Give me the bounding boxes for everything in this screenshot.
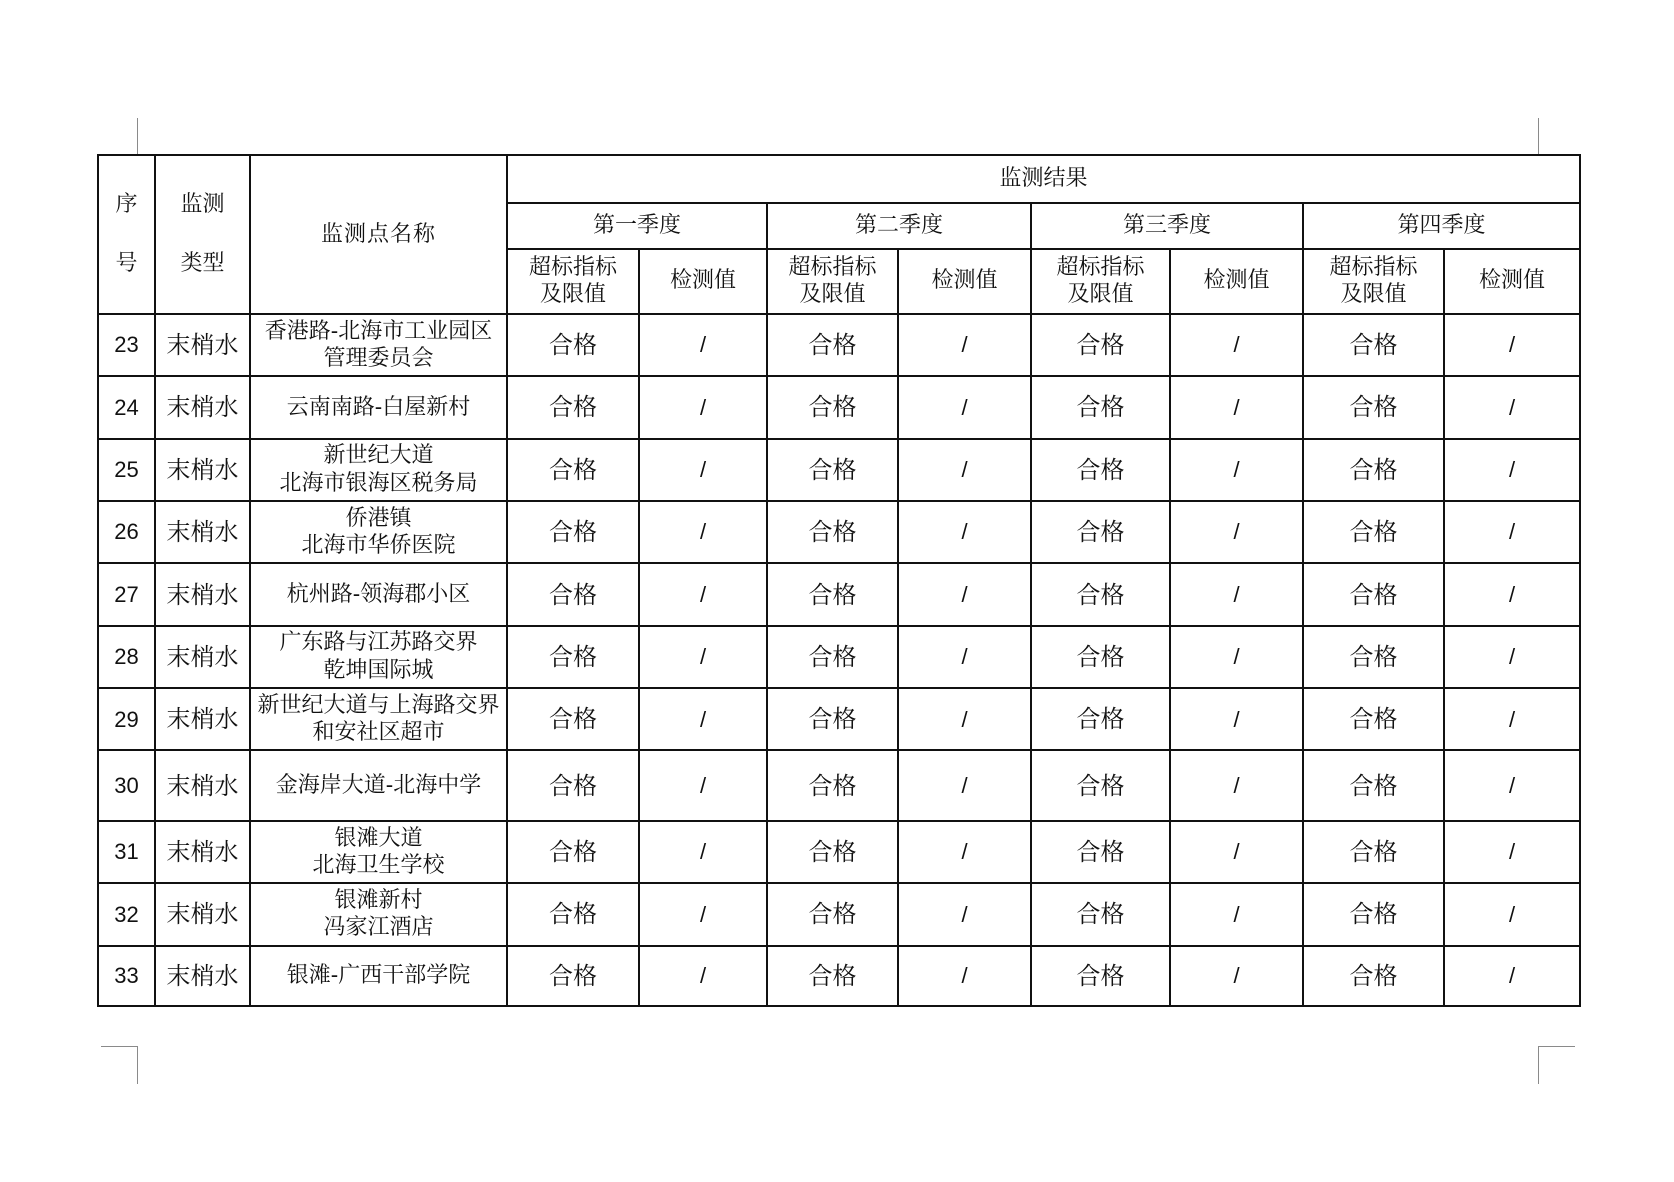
q1-detected-value: /: [639, 563, 767, 625]
q3-result: 合格: [1031, 750, 1170, 820]
site-name-line: 新世纪大道与上海路交界: [257, 692, 500, 718]
q2-detected-value: /: [898, 883, 1031, 945]
q2-detected-value: /: [898, 626, 1031, 688]
q4-detected-value: /: [1444, 376, 1580, 438]
limit-line2: 及限值: [539, 282, 606, 308]
q2-detected-value: /: [898, 750, 1031, 820]
q2-detected-value: /: [898, 439, 1031, 501]
monitor-type: 末梢水: [155, 750, 250, 820]
site-name: [250, 439, 507, 501]
row-number: 24: [98, 376, 155, 438]
q4-detected-value: /: [1444, 883, 1580, 945]
results-header: 监测结果: [507, 155, 1580, 203]
q2-result: 合格: [767, 750, 898, 820]
site-name: [250, 376, 507, 438]
site-name: [250, 883, 507, 945]
q3-detected-value: /: [1170, 501, 1303, 563]
table-row: [98, 439, 1580, 501]
q2-detected-value: /: [898, 563, 1031, 625]
q2-detected-value: /: [898, 376, 1031, 438]
row-number: 25: [98, 439, 155, 501]
site-name-line: 杭州路-领海郡小区: [286, 581, 471, 607]
site-name-line: 银滩大道: [334, 825, 423, 851]
site-name: [250, 821, 507, 883]
q4-detected-value: /: [1444, 688, 1580, 750]
site-name: [250, 946, 507, 1006]
row-number: 27: [98, 563, 155, 625]
site-name-line: 银滩新村: [334, 887, 423, 913]
q2-result: 合格: [767, 946, 898, 1006]
q1-detected-value: /: [639, 376, 767, 438]
crop-mark-bottom-left-v: [137, 1046, 138, 1084]
type-header-bottom: 类型: [180, 251, 225, 277]
quarter-4-header: 第四季度: [1303, 203, 1580, 248]
row-number: 23: [98, 314, 155, 376]
q3-detected-header: 检测值: [1170, 249, 1303, 314]
q2-result: 合格: [767, 563, 898, 625]
q2-result: 合格: [767, 376, 898, 438]
q3-result: 合格: [1031, 688, 1170, 750]
q3-limit-header: [1031, 249, 1170, 314]
table-row: [98, 946, 1580, 1006]
q1-detected-value: /: [639, 501, 767, 563]
q1-detected-value: /: [639, 750, 767, 820]
monitor-type: 末梢水: [155, 883, 250, 945]
table-row: [98, 314, 1580, 376]
q4-result: 合格: [1303, 883, 1444, 945]
crop-mark-top-right: [1538, 118, 1539, 154]
q3-result: 合格: [1031, 439, 1170, 501]
monitor-type: 末梢水: [155, 946, 250, 1006]
q4-detected-value: /: [1444, 501, 1580, 563]
site-name-line: 北海市银海区税务局: [279, 470, 478, 496]
monitor-type: 末梢水: [155, 626, 250, 688]
q1-result: 合格: [507, 883, 639, 945]
q3-result: 合格: [1031, 883, 1170, 945]
crop-mark-top-left: [137, 118, 138, 154]
q3-detected-value: /: [1170, 750, 1303, 820]
seq-header-top: 序: [115, 192, 138, 218]
q1-detected-header: 检测值: [639, 249, 767, 314]
q1-detected-value: /: [639, 688, 767, 750]
q3-result: 合格: [1031, 563, 1170, 625]
q1-detected-value: /: [639, 821, 767, 883]
site-name-line: 北海市华侨医院: [301, 533, 456, 559]
limit-line2: 及限值: [1340, 282, 1407, 308]
site-name: [250, 563, 507, 625]
q4-detected-value: /: [1444, 821, 1580, 883]
limit-line1: 超标指标: [788, 254, 877, 280]
q1-limit-header: [507, 249, 639, 314]
q2-detected-value: /: [898, 821, 1031, 883]
site-name-line: 侨港镇: [345, 505, 412, 531]
site-name-line: 管理委员会: [323, 346, 434, 372]
site-name: [250, 501, 507, 563]
q2-result: 合格: [767, 501, 898, 563]
quarter-1-header: 第一季度: [507, 203, 767, 248]
crop-mark-bottom-left: [101, 1046, 138, 1047]
q3-result: 合格: [1031, 501, 1170, 563]
q3-detected-value: /: [1170, 376, 1303, 438]
site-name: [250, 750, 507, 820]
q4-detected-value: /: [1444, 563, 1580, 625]
site-header: 监测点名称: [250, 155, 507, 314]
q1-result: 合格: [507, 501, 639, 563]
q1-result: 合格: [507, 946, 639, 1006]
table-row: [98, 376, 1580, 438]
q1-detected-value: /: [639, 946, 767, 1006]
q3-detected-value: /: [1170, 314, 1303, 376]
q4-result: 合格: [1303, 821, 1444, 883]
monitor-type: 末梢水: [155, 563, 250, 625]
seq-header: [98, 155, 155, 314]
q2-detected-value: /: [898, 946, 1031, 1006]
q3-detected-value: /: [1170, 439, 1303, 501]
monitor-type: 末梢水: [155, 501, 250, 563]
row-number: 26: [98, 501, 155, 563]
q2-detected-value: /: [898, 688, 1031, 750]
q1-detected-value: /: [639, 883, 767, 945]
site-name-line: 新世纪大道: [323, 443, 434, 469]
q1-detected-value: /: [639, 439, 767, 501]
q3-result: 合格: [1031, 946, 1170, 1006]
q4-detected-value: /: [1444, 946, 1580, 1006]
q3-result: 合格: [1031, 376, 1170, 438]
q4-detected-value: /: [1444, 314, 1580, 376]
q2-detected-value: /: [898, 314, 1031, 376]
water-monitoring-table: [97, 154, 1581, 1007]
site-name-line: 云南南路-白屋新村: [286, 394, 471, 420]
q4-detected-value: /: [1444, 750, 1580, 820]
q1-result: 合格: [507, 439, 639, 501]
q4-result: 合格: [1303, 688, 1444, 750]
q1-result: 合格: [507, 376, 639, 438]
q4-detected-value: /: [1444, 439, 1580, 501]
site-name-line: 北海卫生学校: [312, 853, 445, 879]
site-name: [250, 626, 507, 688]
q4-detected-header: 检测值: [1444, 249, 1580, 314]
table-row: [98, 688, 1580, 750]
limit-line1: 超标指标: [1329, 254, 1418, 280]
type-header: [155, 155, 250, 314]
site-name-line: 冯家江酒店: [323, 915, 434, 941]
q1-detected-value: /: [639, 626, 767, 688]
q4-result: 合格: [1303, 946, 1444, 1006]
q4-limit-header: [1303, 249, 1444, 314]
q3-detected-value: /: [1170, 883, 1303, 945]
q4-result: 合格: [1303, 626, 1444, 688]
monitor-type: 末梢水: [155, 439, 250, 501]
table-row: [98, 563, 1580, 625]
crop-mark-bottom-right-v: [1538, 1046, 1539, 1084]
q2-result: 合格: [767, 439, 898, 501]
table-row: [98, 626, 1580, 688]
q4-detected-value: /: [1444, 626, 1580, 688]
q4-result: 合格: [1303, 376, 1444, 438]
q3-result: 合格: [1031, 821, 1170, 883]
q2-result: 合格: [767, 688, 898, 750]
q3-result: 合格: [1031, 314, 1170, 376]
limit-line1: 超标指标: [1056, 254, 1145, 280]
table-row: [98, 750, 1580, 820]
table-row: [98, 501, 1580, 563]
q4-result: 合格: [1303, 563, 1444, 625]
site-name-line: 金海岸大道-北海中学: [275, 772, 482, 798]
row-number: 28: [98, 626, 155, 688]
q4-result: 合格: [1303, 501, 1444, 563]
limit-line2: 及限值: [1067, 282, 1134, 308]
crop-mark-bottom-right: [1538, 1046, 1575, 1047]
q4-result: 合格: [1303, 750, 1444, 820]
limit-line1: 超标指标: [528, 254, 617, 280]
quarter-3-header: 第三季度: [1031, 203, 1303, 248]
q2-result: 合格: [767, 626, 898, 688]
site-name-line: 香港路-北海市工业园区: [264, 318, 493, 344]
row-number: 30: [98, 750, 155, 820]
q2-detected-header: 检测值: [898, 249, 1031, 314]
q2-limit-header: [767, 249, 898, 314]
table-row: [98, 883, 1580, 945]
q3-detected-value: /: [1170, 626, 1303, 688]
q3-result: 合格: [1031, 626, 1170, 688]
q1-result: 合格: [507, 688, 639, 750]
table-row: [98, 821, 1580, 883]
quarter-2-header: 第二季度: [767, 203, 1031, 248]
q2-result: 合格: [767, 314, 898, 376]
monitor-type: 末梢水: [155, 688, 250, 750]
seq-header-bottom: 号: [115, 251, 138, 277]
q1-result: 合格: [507, 314, 639, 376]
site-name-line: 乾坤国际城: [323, 657, 434, 683]
q2-detected-value: /: [898, 501, 1031, 563]
site-name-line: 银滩-广西干部学院: [286, 963, 471, 989]
q1-result: 合格: [507, 626, 639, 688]
q3-detected-value: /: [1170, 563, 1303, 625]
q3-detected-value: /: [1170, 821, 1303, 883]
site-name-line: 广东路与江苏路交界: [279, 630, 478, 656]
site-name-line: 和安社区超市: [312, 720, 445, 746]
monitor-type: 末梢水: [155, 821, 250, 883]
site-name: [250, 314, 507, 376]
q2-result: 合格: [767, 883, 898, 945]
row-number: 33: [98, 946, 155, 1006]
q4-result: 合格: [1303, 439, 1444, 501]
row-number: 32: [98, 883, 155, 945]
row-number: 31: [98, 821, 155, 883]
q1-detected-value: /: [639, 314, 767, 376]
type-header-top: 监测: [180, 192, 225, 218]
q2-result: 合格: [767, 821, 898, 883]
q1-result: 合格: [507, 563, 639, 625]
q3-detected-value: /: [1170, 946, 1303, 1006]
site-name: [250, 688, 507, 750]
q3-detected-value: /: [1170, 688, 1303, 750]
limit-line2: 及限值: [799, 282, 866, 308]
q1-result: 合格: [507, 821, 639, 883]
monitor-type: 末梢水: [155, 376, 250, 438]
header-row-1: [98, 155, 1580, 203]
q4-result: 合格: [1303, 314, 1444, 376]
row-number: 29: [98, 688, 155, 750]
q1-result: 合格: [507, 750, 639, 820]
monitor-type: 末梢水: [155, 314, 250, 376]
